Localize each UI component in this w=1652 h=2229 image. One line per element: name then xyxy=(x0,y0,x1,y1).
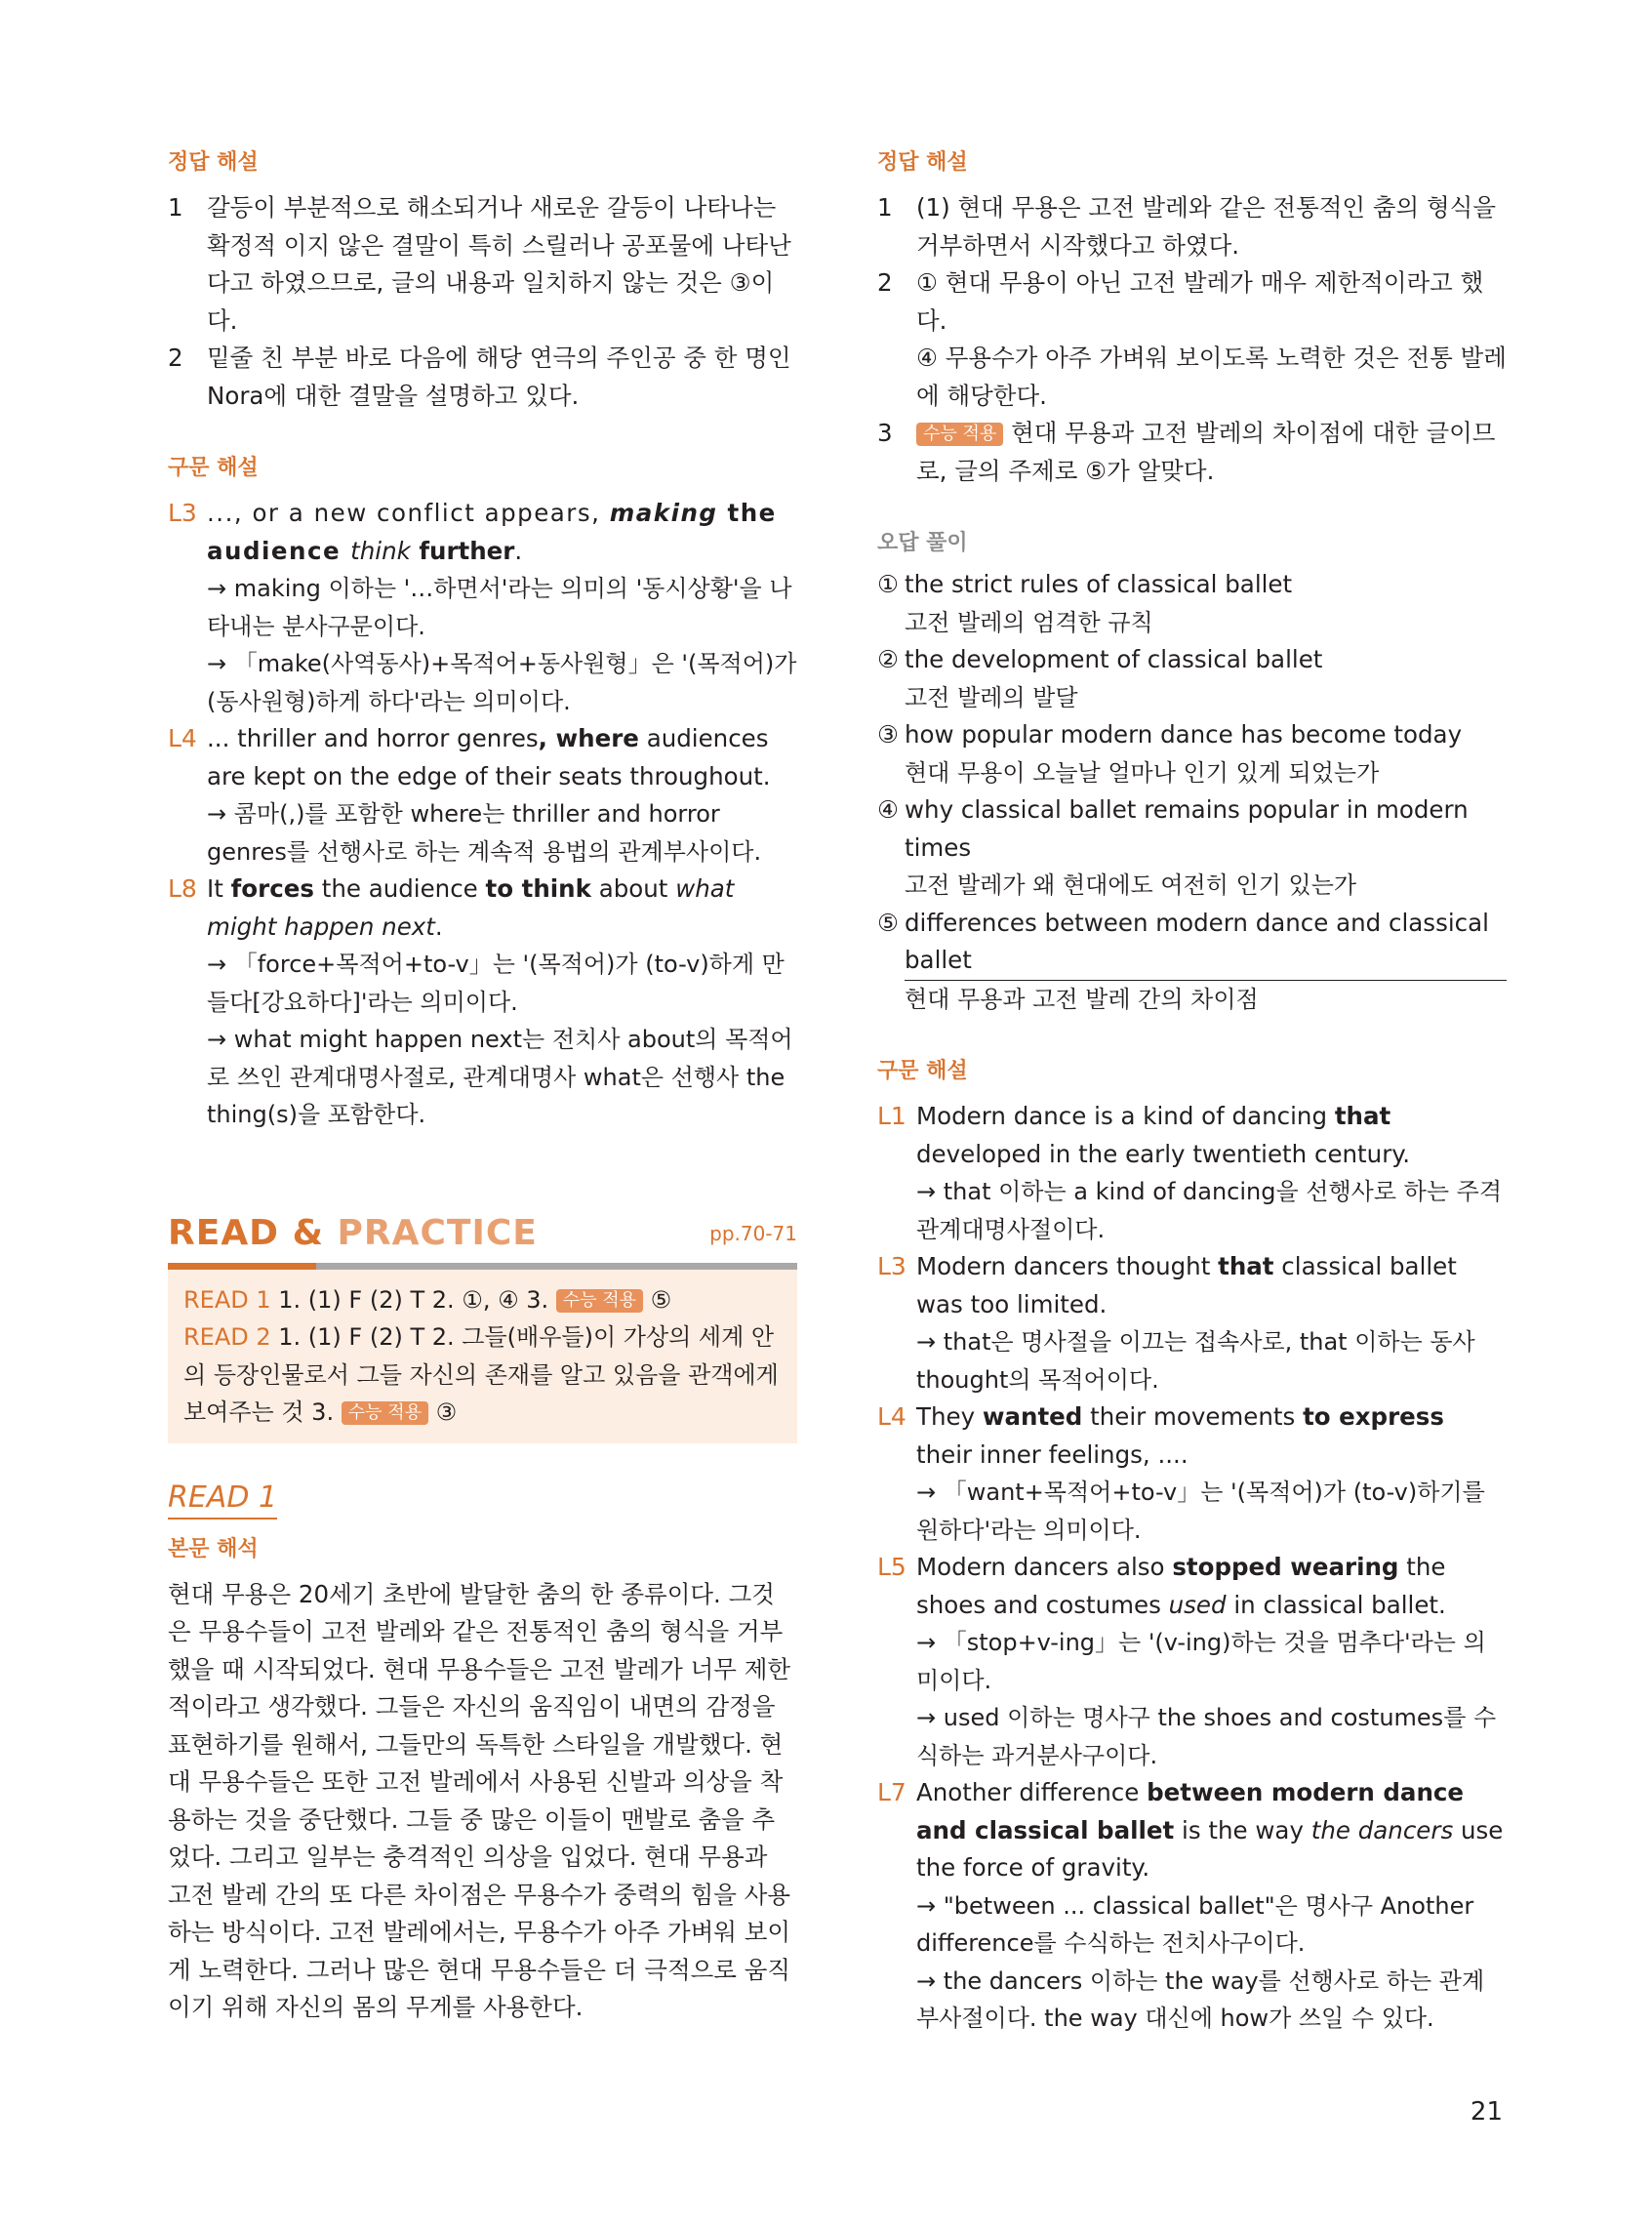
grammar-heading: 구문 해설 xyxy=(168,456,259,480)
grammar-note: → that은 명사절을 이끄는 접속사로, that 이하는 동사 thought의 목적어이다. xyxy=(916,1328,1475,1394)
translation-heading: 본문 해석 xyxy=(168,1536,259,1561)
grammar-block: L1 Modern dance is a kind of dancing that developed in the early twentieth century. → that 이하는 a kind of dancing을 선행사로 하는 주격 관계대명사절이다. xyxy=(877,1098,1507,1248)
answer-item xyxy=(877,189,1507,264)
line-ref: L1 xyxy=(877,1102,907,1130)
answer-number: 1 xyxy=(877,193,893,222)
grammar-note: → making 이하는 '…하면서'라는 의미의 '동시상황'을 나타내는 분사구문이다. xyxy=(207,575,792,640)
option-kr: 고전 발레의 발달 xyxy=(905,683,1078,711)
option-en: how popular modern dance has become today xyxy=(905,720,1463,749)
answer-number: 2 xyxy=(877,268,893,297)
sentence-part: about xyxy=(590,874,676,903)
sentence-part: . xyxy=(434,912,443,941)
grammar-note: → "between ... classical ballet"은 명사구 Another difference를 수식하는 전치사구이다. xyxy=(916,1891,1474,1957)
grammar-note: → 「force+목적어+to-v」는 '(목적어)가 (to-v)하게 만들다[강요하다]'라는 의미이다. xyxy=(207,951,785,1016)
sentence-emphasis: making xyxy=(609,499,718,527)
page-number: 21 xyxy=(1470,2097,1503,2127)
option-item xyxy=(877,905,1507,1019)
translation-text: 현대 무용은 20세기 초반에 발달한 춤의 한 종류이다. 그것은 무용수들이 고전 발레와 같은 전통적인 춤의 형식을 거부했을 때 시작되었다. 현대 무용수들은 고전 발레가 너무 제한적이라고 생각했다. 그들은 자신의 움직임이 내면의 감정을 표현하기를 원해서, 그들만의 독특한 스타일을 개발했다. 현대 무용수들은 또한 고전 발레에서 사용된 신발과 의상을 착용하는 것을 중단했다. 그들 중 많은 이들이 맨발로 춤을 추었다. 그리고 일부는 충격적인 의상을 입었다. 현대 무용과 고전 발레 간의 또 다른 차이점은 무용수가 중력의 힘을 사용하는 방식이다. 고전 발레에서는, 무용수가 아주 가벼워 보이게 노력한다. 그러나 많은 현대 무용수들은 더 극적으로 움직이기 위해 자신의 몸의 무게를 사용한다. xyxy=(168,1579,791,2021)
answer-number: 3 xyxy=(877,419,893,447)
answer-item xyxy=(877,264,1507,415)
line-ref: L4 xyxy=(168,724,197,752)
line-ref: L7 xyxy=(877,1778,907,1806)
answer-heading: 정답 해설 xyxy=(168,150,259,175)
grammar-block xyxy=(168,871,797,1134)
option-item xyxy=(877,566,1507,641)
read1-heading: READ 1 xyxy=(168,1479,277,1520)
sentence-part: audiences are kept on the edge of their seats throughout. xyxy=(207,724,771,790)
line-ref: L4 xyxy=(877,1402,907,1431)
line-ref: L3 xyxy=(168,499,197,527)
section-divider xyxy=(168,1263,797,1270)
option-kr: 고전 발레가 왜 현대에도 여전히 인기 있는가 xyxy=(905,871,1357,899)
sentence-emphasis: used xyxy=(1168,1590,1227,1619)
grammar-note: → what might happen next는 전치사 about의 목적어로 쓰인 관계대명사절로, 관계대명사 what은 선행사 the thing(s)을 포함한다. xyxy=(207,1026,793,1128)
suneung-badge: 수능 적용 xyxy=(916,423,1003,446)
option-item xyxy=(877,641,1507,716)
sentence-emphasis: that xyxy=(1334,1102,1391,1130)
grammar-note: → the dancers 이하는 the way를 선행사로 하는 관계부사절이다. the way 대신에 how가 쓰일 수 있다. xyxy=(916,1966,1485,2032)
grammar-note: → 「stop+v-ing」는 '(v-ing)하는 것을 멈추다'라는 의미이다. xyxy=(916,1629,1486,1694)
option-en-correct: differences between modern dance and classical ballet xyxy=(905,905,1507,981)
sentence-part: . xyxy=(514,536,523,565)
answer-text: ④ 무용수가 아주 가벼워 보이도록 노력한 것은 전통 발레에 해당한다. xyxy=(916,344,1507,410)
left-column xyxy=(168,146,797,2027)
grammar-heading: 구문 해설 xyxy=(877,1059,968,1083)
answer-item xyxy=(877,415,1507,490)
option-mark: ③ xyxy=(877,720,899,749)
line-ref: L3 xyxy=(877,1252,907,1280)
sentence-emphasis: to think xyxy=(485,874,591,903)
grammar-block xyxy=(168,720,797,871)
sentence-part: the audience xyxy=(313,874,486,903)
sentence-emphasis: forces xyxy=(230,874,314,903)
line-ref: L5 xyxy=(877,1553,907,1581)
option-item xyxy=(877,791,1507,905)
grammar-block: L3 Modern dancers thought that classical ballet was too limited. → that은 명사절을 이끄는 접속사로, that 이하는 동사 thought의 목적어이다. xyxy=(877,1248,1507,1398)
sentence-emphasis: think xyxy=(350,536,411,565)
grammar-note: → 「want+목적어+to-v」는 '(목적어)가 (to-v)하기를 원하다'라는 의미이다. xyxy=(916,1479,1485,1544)
option-en: the development of classical ballet xyxy=(905,645,1323,673)
sentence-emphasis: wanted xyxy=(982,1402,1083,1431)
grammar-block xyxy=(168,495,797,720)
grammar-note: → 콤마(,)를 포함한 where는 thriller and horror genres를 선행사로 하는 계속적 용법의 관계부사이다. xyxy=(207,800,762,866)
option-kr: 현대 무용이 오늘날 얼마나 인기 있게 되었는가 xyxy=(905,758,1380,787)
answer-number: 2 xyxy=(168,344,183,372)
read-practice-header xyxy=(168,1212,797,1255)
sentence-emphasis: to express xyxy=(1303,1402,1444,1431)
wrong-answer-heading: 오답 풀이 xyxy=(877,531,968,555)
suneung-badge: 수능 적용 xyxy=(342,1401,428,1425)
grammar-note: → that 이하는 a kind of dancing을 선행사로 하는 주격 관계대명사절이다. xyxy=(916,1178,1503,1243)
read2-label: READ 2 xyxy=(183,1323,271,1351)
answer-text: 갈등이 부분적으로 해소되거나 새로운 갈등이 나타나는 확정적 이지 않은 결말이 특히 스릴러나 공포물에 나타난다고 하였으므로, 글의 내용과 일치하지 않는 것은 ③이다. xyxy=(207,193,791,335)
grammar-note: → used 이하는 명사구 the shoes and costumes를 수식하는 과거분사구이다. xyxy=(916,1704,1497,1769)
option-en: why classical ballet remains popular in modern times xyxy=(905,795,1469,862)
option-mark: ⑤ xyxy=(877,908,899,937)
suneung-badge: 수능 적용 xyxy=(556,1289,643,1313)
answer-item xyxy=(168,340,797,415)
line-ref: L8 xyxy=(168,874,197,903)
sentence-emphasis: stopped wearing xyxy=(1172,1553,1399,1581)
answer-text: 밑줄 친 부분 바로 다음에 해당 연극의 주인공 중 한 명인 Nora에 대한 결말을 설명하고 있다. xyxy=(207,344,791,410)
option-mark: ① xyxy=(877,570,899,598)
sentence-part: ..., or a new conflict appears, xyxy=(207,499,610,527)
sentence-emphasis: further xyxy=(410,536,515,565)
grammar-block: L5 Modern dancers also stopped wearing the shoes and costumes used in classical ballet. → 「stop+v-ing」는 '(v-ing)하는 것을 멈추다'라는 의미이다. → used 이하는 명사구 the shoes and costumes를 수식하는 과거분사구이다. xyxy=(877,1549,1507,1774)
sentence-emphasis: , where xyxy=(538,724,639,752)
sentence-emphasis: that xyxy=(1218,1252,1274,1280)
answer-text: ① 현대 무용이 아닌 고전 발레가 매우 제한적이라고 했다. xyxy=(916,268,1484,335)
answer-heading: 정답 해설 xyxy=(877,150,968,175)
grammar-note: → 「make(사역동사)+목적어+동사원형」은 '(목적어)가 (동사원형)하게 하다'라는 의미이다. xyxy=(207,650,797,715)
option-en: the strict rules of classical ballet xyxy=(905,570,1293,598)
option-kr: 고전 발레의 엄격한 규칙 xyxy=(905,608,1153,636)
read1-label: READ 1 xyxy=(183,1285,271,1314)
sentence-emphasis: between modern dance and classical ballet xyxy=(916,1778,1465,1844)
answer-number: 1 xyxy=(168,193,183,222)
sentence-emphasis: what might happen next xyxy=(207,874,735,941)
grammar-block: L7 Another difference between modern dance and classical ballet is the way the dancers use the force of gravity. → "between ... classical ballet"은 명사구 Another difference를 수식하는 전치사구이다. → the dancers 이하는 the way를 선행사로 하는 관계부사절이다. the way 대신에 how가 쓰일 수 있다. xyxy=(877,1774,1507,2038)
option-mark: ④ xyxy=(877,795,899,824)
grammar-block: L4 They wanted their movements to express their inner feelings, .... → 「want+목적어+to-v」는 '(목적어)가 (to-v)하기를 원하다'라는 의미이다. xyxy=(877,1398,1507,1549)
answer-item xyxy=(168,189,797,340)
answer-key-box: READ 1 1. (1) F (2) T 2. ①, ④ 3. 수능 적용 ⑤ READ 2 1. (1) F (2) T 2. 그들(배우들)이 가상의 세계 안의 등장인물로서 그들 자신의 존재를 알고 있음을 관객에게 보여주는 것 3. 수능 적용 ③ xyxy=(168,1270,797,1443)
option-item xyxy=(877,716,1507,791)
sentence-part: It xyxy=(207,874,231,903)
sentence-part: ... thriller and horror genres xyxy=(207,724,539,752)
option-kr: 현대 무용과 고전 발레 간의 차이점 xyxy=(905,985,1259,1013)
answer-text: (1) 현대 무용은 고전 발레와 같은 전통적인 춤의 형식을 거부하면서 시작했다고 하였다. xyxy=(916,193,1497,260)
read-practice-title: READ & PRACTICE xyxy=(168,1212,538,1253)
sentence-emphasis: the audience xyxy=(207,499,777,565)
option-mark: ② xyxy=(877,645,899,673)
sentence-emphasis: the dancers xyxy=(1310,1815,1454,1844)
right-column xyxy=(877,146,1507,2038)
page-range: pp.70-71 xyxy=(709,1221,797,1245)
answer-text: 현대 무용과 고전 발레의 차이점에 대한 글이므로, 글의 주제로 ⑤가 알맞다. xyxy=(916,419,1496,485)
